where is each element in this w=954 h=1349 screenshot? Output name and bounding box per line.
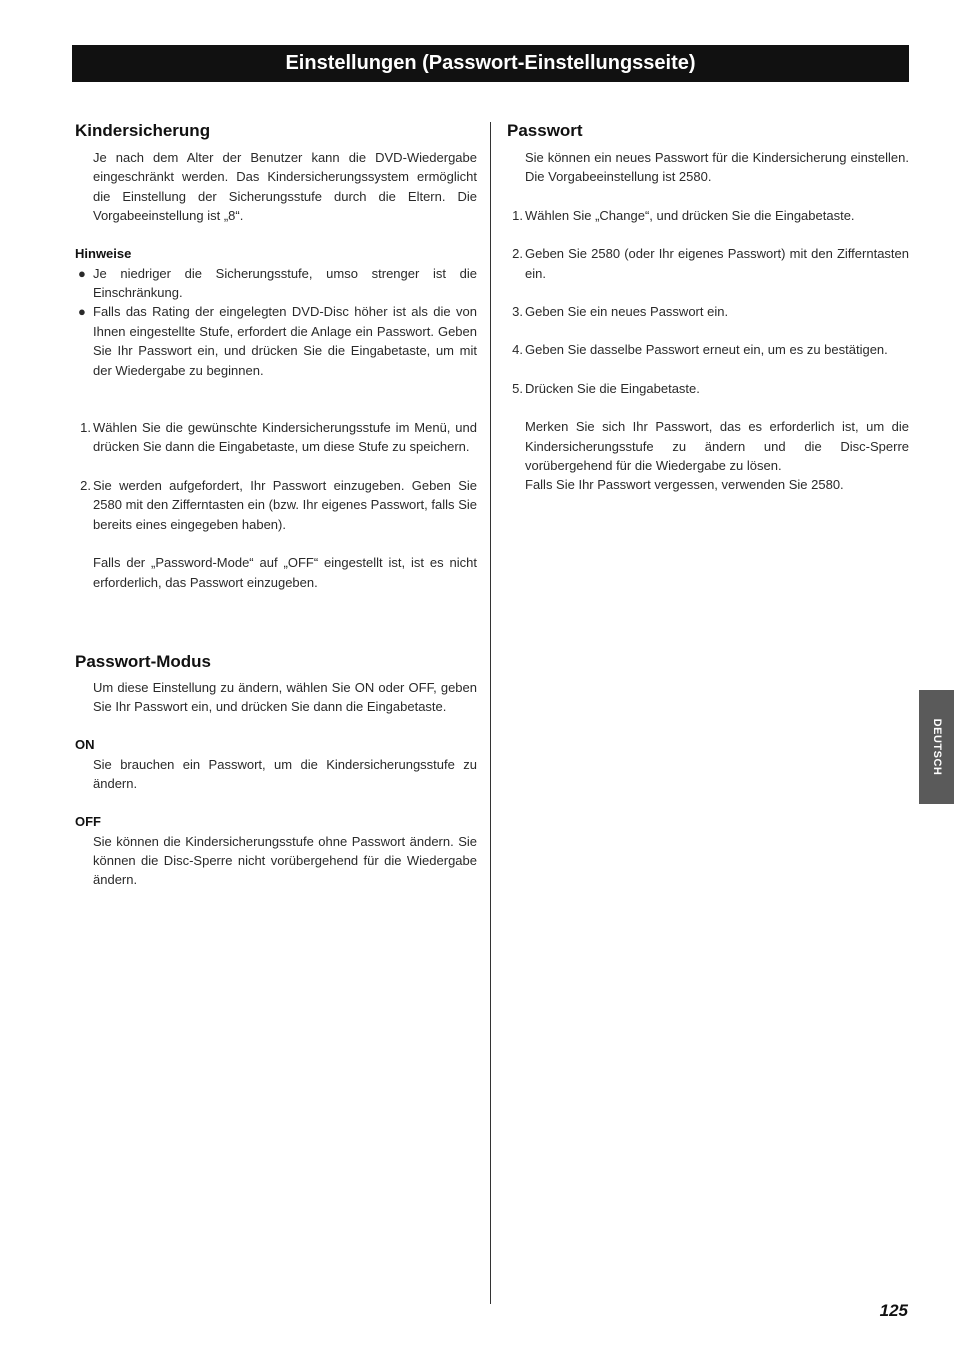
off-label: OFF bbox=[75, 813, 101, 829]
step-text: Geben Sie ein neues Passwort ein. bbox=[525, 304, 729, 320]
step-number: 1. bbox=[512, 207, 523, 223]
step-number: 5. bbox=[512, 380, 523, 396]
step-item bbox=[507, 379, 909, 398]
step-item bbox=[507, 340, 909, 359]
note-text: Falls das Rating der eingelegten DVD-Disc höher ist als die von Ihnen eingestellte Stufe, erfordert die Anlage ein Passwort. Geben Sie Ihr Passwort ein, und drücken Sie die Eingabetaste, um mit der Wiedergabe zu beginnen. bbox=[93, 304, 477, 378]
step-number: 4. bbox=[512, 342, 523, 358]
step-text: Geben Sie dasselbe Passwort erneut ein, um es zu bestätigen. bbox=[525, 342, 888, 358]
step-number: 2. bbox=[80, 477, 91, 493]
step-number: 1. bbox=[80, 420, 91, 436]
step-text: Geben Sie 2580 (oder Ihr eigenes Passwort) mit den Zifferntasten ein. bbox=[525, 246, 909, 281]
step-note: Falls der „Password-Mode“ auf „OFF“ eingestellt ist, ist es nicht erforderlich, das Passwort einzugeben. bbox=[93, 555, 477, 590]
note-item bbox=[75, 302, 477, 380]
kindersicherung-heading: Kindersicherung bbox=[75, 121, 211, 140]
bullet-icon: ● bbox=[78, 265, 86, 281]
step-item bbox=[507, 206, 909, 225]
step-item bbox=[75, 418, 477, 457]
passwort-modus-heading: Passwort-Modus bbox=[75, 651, 212, 671]
passwort-heading: Passwort bbox=[507, 121, 583, 140]
step-text: Sie werden aufgefordert, Ihr Passwort einzugeben. Geben Sie 2580 mit den Zifferntasten ein (bzw. Ihr eigenes Passwort, falls Sie bereits eines eingegeben haben). bbox=[93, 477, 477, 532]
passwort-modus-intro: Um diese Einstellung zu ändern, wählen Sie ON oder OFF, geben Sie Ihr Passwort ein, und drücken Sie dann die Eingabetaste. bbox=[93, 679, 477, 715]
on-text: Sie brauchen ein Passwort, um die Kindersicherungsstufe zu ändern. bbox=[93, 756, 477, 792]
step-text: Wählen Sie die gewünschte Kindersicherungsstufe im Menü, und drücken Sie dann die Eingabetaste, um diese Stufe zu speichern. bbox=[93, 420, 477, 455]
step-text: Wählen Sie „Change“, und drücken Sie die Eingabetaste. bbox=[525, 207, 855, 223]
kindersicherung-intro: Je nach dem Alter der Benutzer kann die DVD-Wiedergabe eingeschränkt werden. Das Kindersicherungssystem ermöglicht die Einstellung der Sicherungsstufe durch die Eltern. Die Vorgabeeinstellung ist „8“. bbox=[93, 150, 477, 224]
step-number: 2. bbox=[512, 246, 523, 262]
step-number: 3. bbox=[512, 304, 523, 320]
closing-note-forgot: Falls Sie Ihr Passwort vergessen, verwenden Sie 2580. bbox=[525, 477, 844, 493]
left-column bbox=[75, 119, 477, 890]
passwort-intro: Sie können ein neues Passwort für die Kindersicherung einstellen. Die Vorgabeeinstellung ist 2580. bbox=[525, 150, 909, 185]
right-column bbox=[507, 119, 909, 495]
column-divider bbox=[490, 122, 491, 1304]
language-tab bbox=[919, 690, 954, 804]
step-text: Drücken Sie die Eingabetaste. bbox=[525, 380, 700, 396]
language-tab-label: DEUTSCH bbox=[930, 718, 943, 776]
on-label: ON bbox=[75, 736, 95, 752]
step-item bbox=[75, 476, 477, 534]
page-number: 125 bbox=[879, 1301, 908, 1320]
step-item bbox=[507, 302, 909, 321]
note-text: Je niedriger die Sicherungsstufe, umso strenger ist die Einschränkung. bbox=[93, 265, 477, 301]
note-item bbox=[75, 264, 477, 303]
step-item bbox=[507, 244, 909, 283]
notes-heading: Hinweise bbox=[75, 245, 132, 261]
closing-note: Merken Sie sich Ihr Passwort, das es erforderlich ist, um die Kindersicherungsstufe zu ändern und die Disc-Sperre vorübergehend für die Wiedergabe zu lösen. bbox=[525, 419, 909, 474]
page-title: Einstellungen (Passwort-Einstellungsseite) bbox=[72, 45, 909, 82]
off-text: Sie können die Kindersicherungsstufe ohne Passwort ändern. Sie können die Disc-Sperre nicht vorübergehend für die Wiedergabe ändern. bbox=[93, 833, 477, 888]
bullet-icon: ● bbox=[78, 304, 86, 320]
